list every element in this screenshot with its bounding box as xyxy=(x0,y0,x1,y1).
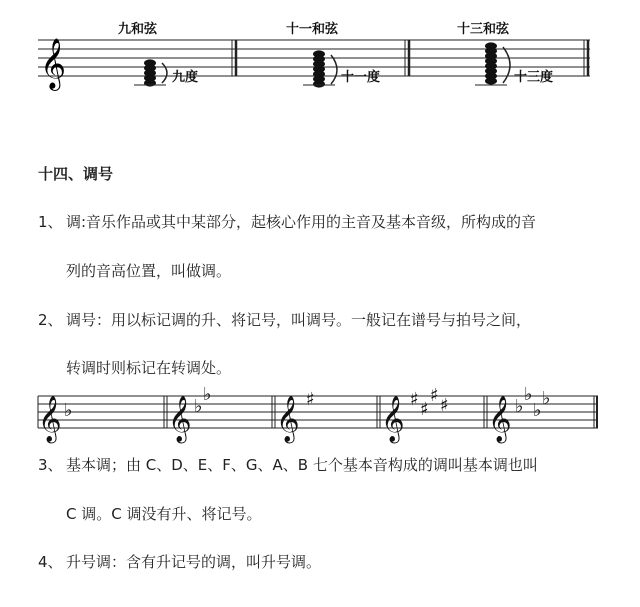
ninth-chord-notes xyxy=(144,59,156,86)
item-text-continued: 列的音高位置，叫做调。 xyxy=(66,262,232,280)
list-item xyxy=(38,551,321,572)
interval-ninth: 九度 xyxy=(172,70,199,85)
treble-clef-icon: 𝄞 xyxy=(40,38,67,89)
flat-icon: ♭ xyxy=(64,400,73,421)
item-number: 2、 xyxy=(38,311,63,329)
flat-icon: ♭ xyxy=(515,396,524,417)
chord-name-ninth: 九和弦 xyxy=(118,22,158,37)
thirteenth-chord-notes xyxy=(485,42,497,84)
item-text: 调:音乐作品或其中某部分，起核心作用的主音及基本音级，所构成的音 xyxy=(66,213,537,231)
section-heading: 十四、调号 xyxy=(38,165,114,183)
list-item xyxy=(38,309,531,330)
list-item xyxy=(38,454,538,475)
item-number: 1、 xyxy=(38,213,63,231)
sharp-icon: ♯ xyxy=(420,399,429,420)
item-text: 基本调；由 C、D、E、F、G、A、B 七个基本音构成的调叫基本调也叫 xyxy=(66,456,538,474)
treble-clef-icon: 𝄞 xyxy=(276,396,300,442)
sharp-icon: ♯ xyxy=(440,395,449,416)
interval-bracket-icon xyxy=(503,47,510,83)
treble-clef-icon: 𝄞 xyxy=(168,396,192,442)
interval-thirteenth: 十三度 xyxy=(514,70,554,85)
treble-clef-icon: 𝄞 xyxy=(488,396,512,442)
chord-name-eleventh: 十一和弦 xyxy=(286,22,339,37)
flat-icon: ♭ xyxy=(203,384,212,405)
eleventh-chord-notes xyxy=(313,50,325,87)
item-number: 4、 xyxy=(38,553,63,571)
item-text-continued: 转调时则标记在转调处。 xyxy=(66,359,232,377)
flat-icon: ♭ xyxy=(533,400,542,421)
interval-eleventh: 十一度 xyxy=(341,70,381,85)
chord-name-thirteenth: 十三和弦 xyxy=(457,22,510,37)
flat-icon: ♭ xyxy=(542,388,551,409)
flat-icon: ♭ xyxy=(524,384,533,405)
item-number: 3、 xyxy=(38,456,63,474)
sharp-icon: ♯ xyxy=(410,389,419,410)
sharp-icon: ♯ xyxy=(306,389,315,410)
chord-staff xyxy=(38,38,590,91)
item-text-continued: C 调。C 调没有升、将记号。 xyxy=(66,505,262,523)
item-text: 调号：用以标记调的升、将记号，叫调号。一般记在谱号与拍号之间， xyxy=(66,311,532,329)
flat-icon: ♭ xyxy=(194,396,203,417)
interval-bracket-icon xyxy=(331,55,337,84)
key-signature-staff xyxy=(38,384,598,444)
treble-clef-icon: 𝄞 xyxy=(38,396,62,442)
list-item xyxy=(38,211,536,232)
item-text: 升号调：含有升记号的调，叫升号调。 xyxy=(66,553,322,571)
sharp-icon: ♯ xyxy=(430,385,439,406)
treble-clef-icon: 𝄞 xyxy=(381,396,405,442)
interval-bracket-icon xyxy=(162,63,167,83)
